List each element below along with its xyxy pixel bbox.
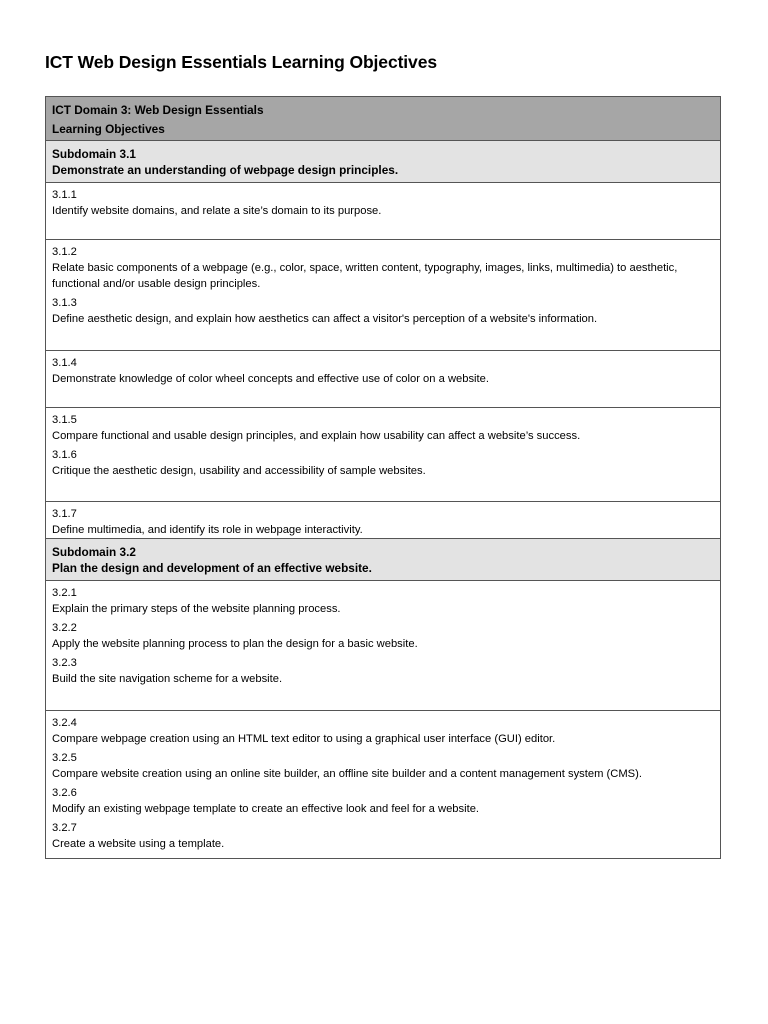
subdomain-label: Subdomain 3.2	[52, 545, 136, 559]
objective-item	[52, 655, 714, 687]
objective-id: 3.2.5	[52, 752, 77, 764]
page-title: ICT Web Design Essentials Learning Objectives	[45, 52, 437, 72]
objective-text: Build the site navigation scheme for a website.	[52, 673, 283, 685]
objective-id: 3.2.1	[52, 587, 77, 599]
objective-item	[52, 295, 714, 327]
objective-id: 3.1.5	[52, 414, 77, 426]
objective-text: Demonstrate knowledge of color wheel concepts and effective use of color on a website.	[52, 373, 489, 385]
table-row	[46, 183, 720, 240]
objective-item	[52, 244, 714, 292]
objective-item	[52, 785, 714, 817]
objective-item	[52, 447, 714, 479]
objective-text: Critique the aesthetic design, usability and accessibility of sample websites.	[52, 465, 426, 477]
objective-text: Define multimedia, and identify its role in webpage interactivity.	[52, 524, 363, 536]
objective-item	[52, 412, 714, 444]
objective-id: 3.2.6	[52, 787, 77, 799]
objective-id: 3.1.6	[52, 449, 77, 461]
objective-text: Compare webpage creation using an HTML text editor to using a graphical user interface (GUI) editor.	[52, 733, 556, 745]
objective-text: Create a website using a template.	[52, 838, 225, 850]
objective-id: 3.2.4	[52, 717, 77, 729]
objective-text: Compare functional and usable design principles, and explain how usability can affect a website’s success.	[52, 430, 581, 442]
objective-text: Define aesthetic design, and explain how aesthetics can affect a visitor's perception of a website's information.	[52, 313, 598, 325]
table-header	[46, 97, 720, 141]
objective-id: 3.2.3	[52, 657, 77, 669]
objective-item	[52, 187, 714, 219]
table-row	[46, 351, 720, 408]
subdomain-description: Plan the design and development of an effective website.	[52, 561, 372, 575]
objective-id: 3.1.7	[52, 508, 77, 520]
objective-item	[52, 750, 714, 782]
objective-item	[52, 585, 714, 617]
objective-item	[52, 355, 714, 387]
subdomain-label: Subdomain 3.1	[52, 147, 136, 161]
objective-text: Identify website domains, and relate a site’s domain to its purpose.	[52, 205, 382, 217]
subdomain-description: Demonstrate an understanding of webpage design principles.	[52, 163, 399, 177]
objective-id: 3.2.7	[52, 822, 77, 834]
objective-id: 3.2.2	[52, 622, 77, 634]
objective-item	[52, 715, 714, 747]
objective-item	[52, 620, 714, 652]
subdomain-header	[46, 141, 720, 183]
column-heading: Learning Objectives	[52, 122, 165, 136]
objective-id: 3.1.3	[52, 297, 77, 309]
table-row	[46, 502, 720, 539]
objective-text: Modify an existing webpage template to create an effective look and feel for a website.	[52, 803, 480, 815]
table-row	[46, 711, 720, 858]
objective-text: Apply the website planning process to plan the design for a basic website.	[52, 638, 418, 650]
objective-id: 3.1.4	[52, 357, 77, 369]
objective-id: 3.1.1	[52, 189, 77, 201]
objective-text: Explain the primary steps of the website planning process.	[52, 603, 341, 615]
objective-text: Relate basic components of a webpage (e.g., color, space, written content, typography, images, links, multimedia) to aesthetic, functional and/or usable design principles.	[52, 262, 678, 290]
table-row	[46, 408, 720, 502]
domain-title: ICT Domain 3: Web Design Essentials	[52, 103, 264, 117]
subdomain-header	[46, 539, 720, 581]
objective-item	[52, 506, 714, 538]
objectives-table	[45, 96, 721, 859]
objective-id: 3.1.2	[52, 246, 77, 258]
table-row	[46, 240, 720, 351]
table-row	[46, 581, 720, 711]
objective-item	[52, 820, 714, 852]
objective-text: Compare website creation using an online site builder, an offline site builder and a content management system (CMS).	[52, 768, 642, 780]
